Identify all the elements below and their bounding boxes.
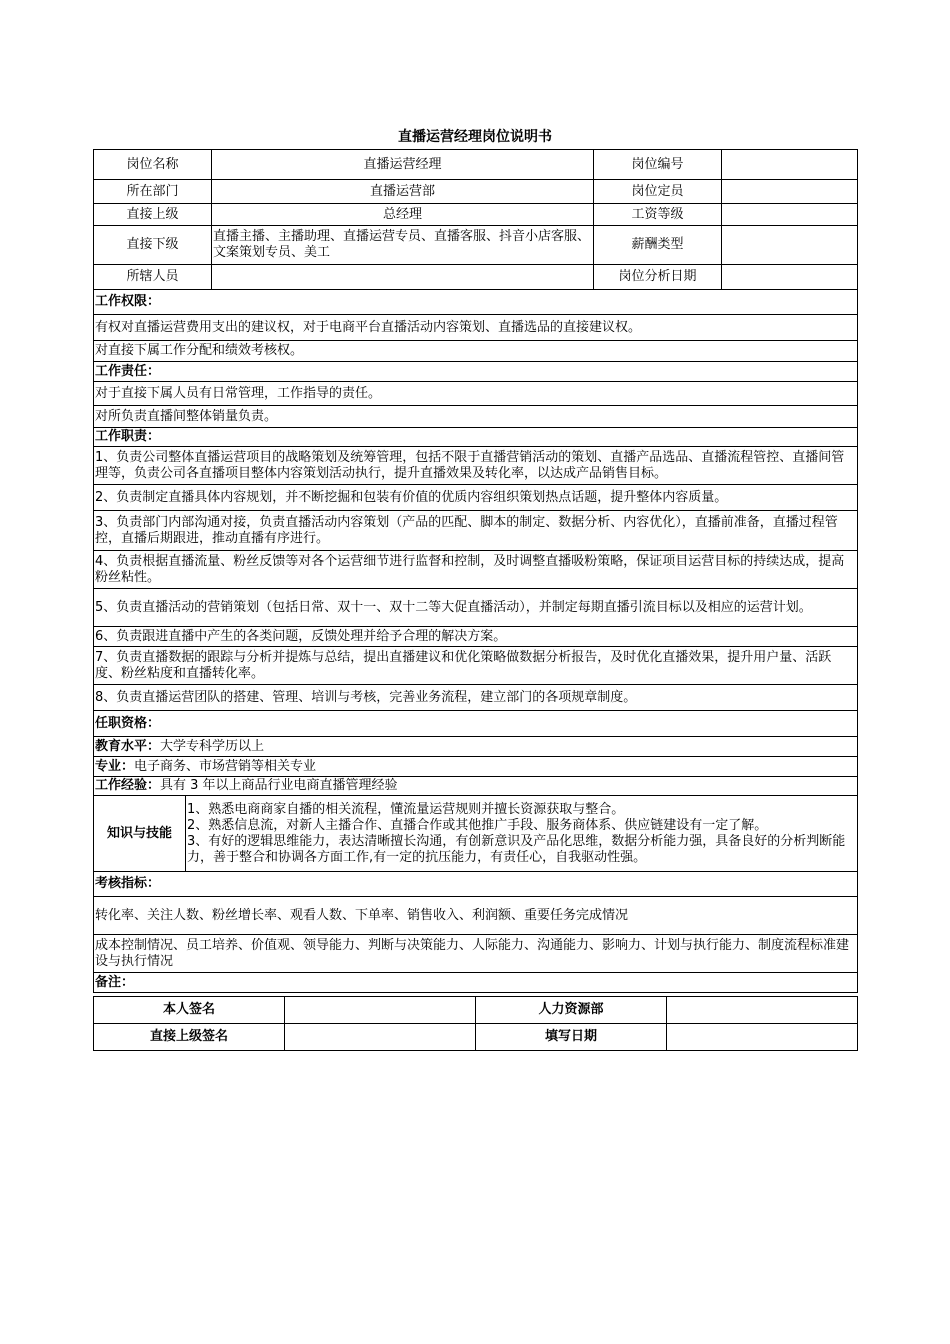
duty-item: 3、负责部门内部沟通对接，负责直播活动内容策划（产品的匹配、脚本的制定、数据分析、内容优化），直播前准备，直播过程管控，直播后期跟进，推动直播有序进行。 <box>94 511 858 551</box>
fill-date-field[interactable] <box>667 1024 858 1051</box>
staff-value <box>212 265 594 290</box>
headcount-label: 岗位定员 <box>594 180 722 204</box>
hr-field[interactable] <box>667 997 858 1024</box>
basic-info-table <box>93 149 858 290</box>
salary-grade-label: 工资等级 <box>594 204 722 226</box>
qualifications-heading: 任职资格： <box>94 711 858 737</box>
experience-label: 工作经验： <box>95 778 161 793</box>
major-row <box>94 757 858 777</box>
duty-item: 7、负责直播数据的跟踪与分析并提炼与总结，提出直播建议和优化策略做数据分析报告，及时优化直播效果，提升用户量、活跃度、粉丝粘度和直播转化率。 <box>94 647 858 685</box>
kpi-item: 转化率、关注人数、粉丝增长率、观看人数、下单率、销售收入、利润额、重要任务完成情况 <box>94 897 858 935</box>
knowledge-item: 3、有好的逻辑思维能力，表达清晰擅长沟通，有创新意识及产品化思维，数据分析能力强，具备良好的分析判断能力，善于整合和协调各方面工作,有一定的抗压能力，有责任心，自我驱动性强。 <box>187 833 846 865</box>
superior-sign-label: 直接上级签名 <box>94 1024 285 1051</box>
responsibility-item: 对于直接下属人员有日常管理，工作指导的责任。 <box>94 382 858 406</box>
superior-sign-field[interactable] <box>285 1024 476 1051</box>
salary-type-value <box>722 226 858 265</box>
analysis-date-label: 岗位分析日期 <box>594 265 722 290</box>
knowledge-item: 2、熟悉信息流，对新人主播合作、直播合作或其他推广手段、服务商体系、供应链建设有一定了解。 <box>187 817 768 833</box>
education-label: 教育水平： <box>95 738 161 754</box>
major-label: 专业： <box>95 758 135 774</box>
duty-item: 8、负责直播运营团队的搭建、管理、培训与考核，完善业务流程，建立部门的各项规章制度。 <box>94 685 858 711</box>
hr-label: 人力资源部 <box>476 997 667 1024</box>
duty-item: 5、负责直播活动的营销策划（包括日常、双十一、双十二等大促直播活动），并制定每期直播引流目标以及相应的运营计划。 <box>94 589 858 627</box>
knowledge-item: 1、熟悉电商商家自播的相关流程，懂流量运营规则并擅长资源获取与整合。 <box>187 801 625 817</box>
fill-date-label: 填写日期 <box>476 1024 667 1051</box>
knowledge-content <box>186 796 858 872</box>
position-name-label: 岗位名称 <box>94 150 212 180</box>
self-sign-label: 本人签名 <box>94 997 285 1024</box>
position-code-value <box>722 150 858 180</box>
education-value: 大学专科学历以上 <box>160 738 265 754</box>
duty-item: 1、负责公司整体直播运营项目的战略策划及统筹管理，包括不限于直播营销活动的策划、直播产品选品、直播流程管控、直播间管理等，负责公司各直播项目整体内容策划活动执行，提升直播效果及转化率，以达成产品销售目标。 <box>94 447 858 485</box>
responsibility-item: 对所负责直播间整体销量负责。 <box>94 406 858 428</box>
staff-label: 所辖人员 <box>94 265 212 290</box>
duty-item: 2、负责制定直播具体内容规划，并不断挖掘和包装有价值的优质内容组织策划热点话题，提升整体内容质量。 <box>94 485 858 511</box>
subordinates-label: 直接下级 <box>94 226 212 265</box>
subordinates-value: 直播主播、主播助理、直播运营专员、直播客服、抖音小店客服、文案策划专员、美工 <box>212 226 594 265</box>
salary-grade-value <box>722 204 858 226</box>
authority-item: 对直接下属工作分配和绩效考核权。 <box>94 341 858 362</box>
experience-value: 具有 3 年以上商品行业电商直播管理经验 <box>160 778 398 793</box>
self-sign-field[interactable] <box>285 997 476 1024</box>
authority-item: 有权对直播运营费用支出的建议权，对于电商平台直播活动内容策划、直播选品的直接建议权。 <box>94 315 858 341</box>
authority-heading: 工作权限： <box>94 290 858 315</box>
superior-label: 直接上级 <box>94 204 212 226</box>
superior-value: 总经理 <box>212 204 594 226</box>
responsibility-heading: 工作责任： <box>94 362 858 382</box>
experience-row <box>94 777 858 796</box>
document-title: 直播运营经理岗位说明书 <box>398 129 552 145</box>
remarks-heading: 备注： <box>94 973 858 993</box>
knowledge-label: 知识与技能 <box>94 796 186 872</box>
kpi-heading: 考核指标： <box>94 872 858 897</box>
position-code-label: 岗位编号 <box>594 150 722 180</box>
salary-type-label: 薪酬类型 <box>594 226 722 265</box>
job-description-table <box>93 289 858 993</box>
analysis-date-value <box>722 265 858 290</box>
education-row <box>94 737 858 757</box>
duty-item: 4、负责根据直播流量、粉丝反馈等对各个运营细节进行监督和控制，及时调整直播吸粉策略，保证项目运营目标的持续达成，提高粉丝粘性。 <box>94 551 858 589</box>
signature-table <box>93 996 858 1051</box>
kpi-item: 成本控制情况、员工培养、价值观、领导能力、判断与决策能力、人际能力、沟通能力、影响力、计划与执行能力、制度流程标准建设与执行情况 <box>94 935 858 973</box>
duties-heading: 工作职责： <box>94 428 858 447</box>
position-name-value: 直播运营经理 <box>212 150 594 180</box>
department-value: 直播运营部 <box>212 180 594 204</box>
headcount-value <box>722 180 858 204</box>
major-value: 电子商务、市场营销等相关专业 <box>134 758 317 774</box>
department-label: 所在部门 <box>94 180 212 204</box>
duty-item: 6、负责跟进直播中产生的各类问题，反馈处理并给予合理的解决方案。 <box>94 627 858 647</box>
